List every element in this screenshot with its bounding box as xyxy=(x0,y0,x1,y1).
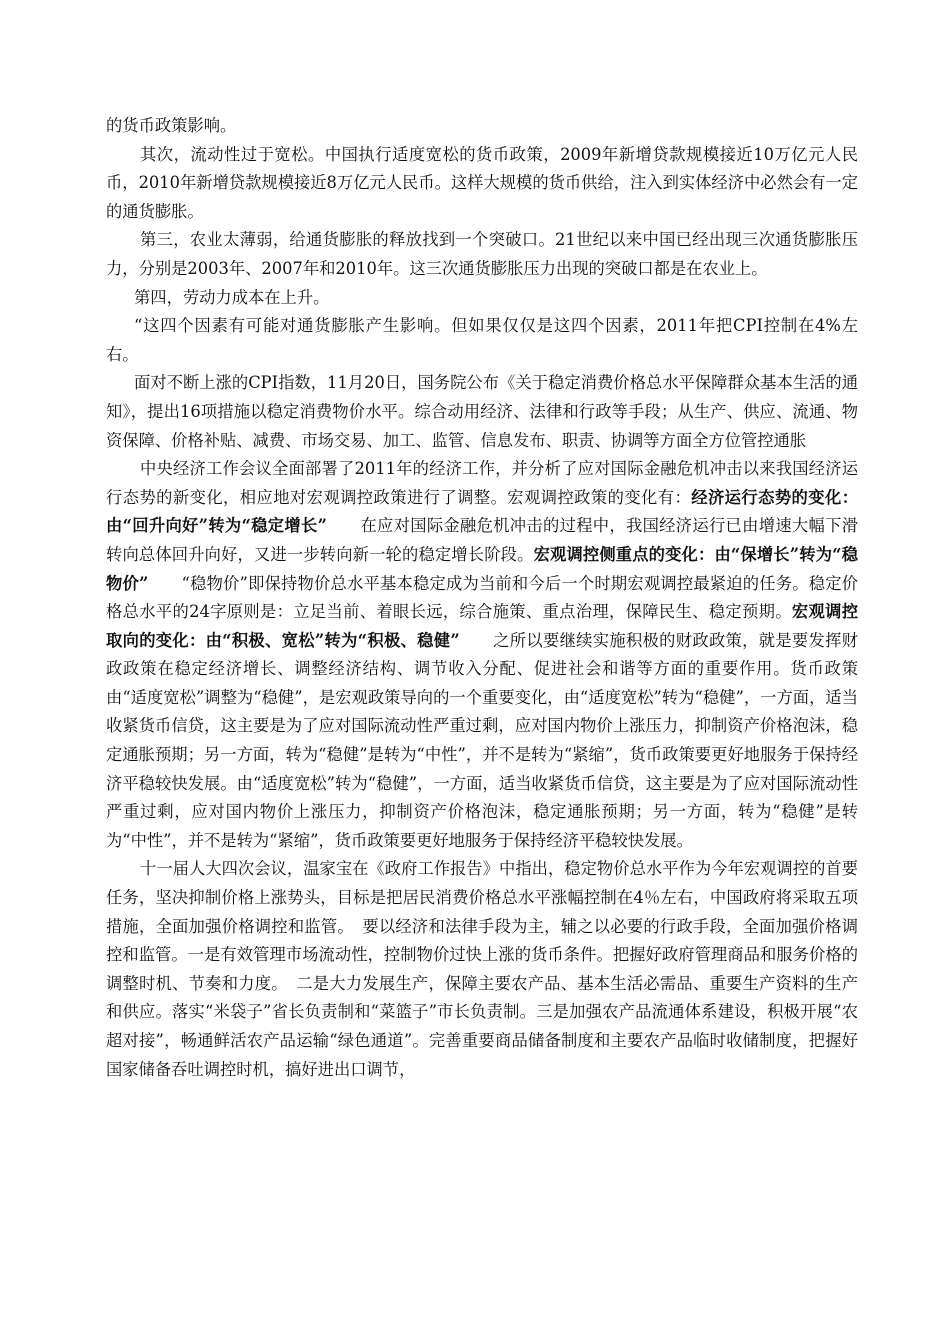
heading-regulation-focus-change: 宏观调控侧重点的变化：由“保增长”转为“稳物价” xyxy=(106,544,858,593)
conference-text-1: 中央经济工作会议全面部署了2011年的经济工作，并分析了应对国际金融危机冲击以来我国经济运行态势的新变化，相应地对宏观调控政策进行了调整。宏观调控政策的变化有： xyxy=(106,459,858,507)
paragraph-economic-work-conference xyxy=(106,455,858,855)
paragraph-government-work-report: 十一届人大四次会议，温家宝在《政府工作报告》中指出，稳定物价总水平作为今年宏观调控的首要任务，坚决抑制价格上涨势头，目标是把居民消费价格总水平涨幅控制在4％左右，中国政府将采取五项措施，全面加强价格调控和监管。 要以经济和法律手段为主，辅之以必要的行政手段，全面加强价格调控和监管。一是有效管理市场流动性，控制物价过快上涨的货币条件。把握好政府管理商品和服务价格的调整时机、节奏和力度。 二是大力发展生产，保障主要农产品、基本生活必需品、重要生产资料的生产和供应。落实“米袋子”省长负责制和“菜篮子”市长负责制。三是加强农产品流通体系建设，积极开展“农超对接”，畅通鲜活农产品运输“绿色通道”。完善重要商品储备制度和主要农产品临时收储制度，把握好国家储备吞吐调控时机，搞好进出口调节， xyxy=(106,859,858,1079)
paragraph-labor-cost: 第四，劳动力成本在上升。 xyxy=(134,287,330,307)
conference-text-2: 在应对国际金融危机冲击的过程中，我国经济运行已由增速大幅下滑转向总体回升向好，又进一步转向新一轮的稳定增长阶段。 xyxy=(106,516,858,564)
heading-economic-trend-change: 经济运行态势的变化：由“回升向好”转为“稳定增长” xyxy=(106,487,858,536)
conference-text-3: “稳物价”即保持物价总水平基本稳定成为当前和今后一个时期宏观调控最紧迫的任务。稳定价格总水平的24字原则是：立足当前、着眼长远，综合施策、重点治理，保障民生、稳定预期。 xyxy=(106,573,859,622)
paragraph-continuation: 的货币政策影响。 xyxy=(106,116,237,135)
heading-regulation-orientation-change: 宏观调控取向的变化：由“积极、宽松”转为“积极、稳健” xyxy=(106,602,858,650)
conference-text-4: 之所以要继续实施积极的财政政策，就是要发挥财政政策在稳定经济增长、调整经济结构、调节收入分配、促进社会和谐等方面的重要作用。货币政策由“适度宽松”调整为“稳健”，是宏观政策导向的一个重要变化，由“适度宽松”转为“稳健”，一方面，适当收紧货币信贷，这主要是为了应对国际流动性严重过剩，应对国内物价上涨压力，抑制资产价格泡沫，稳定通胀预期；另一方面，转为“稳健”是转为“中性”，并不是转为“紧缩”，货币政策要更好地服务于保持经济平稳较快发展。由“适度宽松”转为“稳健”，一方面，适当收紧货币信贷，这主要是为了应对国际流动性严重过剩，应对国内物价上涨压力，抑制资产价格泡沫，稳定通胀预期；另一方面，转为“稳健”是转为“中性”，并不是转为“紧缩”，货币政策要更好地服务于保持经济平稳较快发展。 xyxy=(106,630,858,850)
document-page xyxy=(106,112,858,1084)
paragraph-state-council-notice: 面对不断上涨的CPI指数，11月20日，国务院公布《关于稳定消费价格总水平保障群众基本生活的通知》，提出16项措施以稳定消费物价水平。综合动用经济、法律和行政等手段；从生产、供应、流通、物资保障、价格补贴、减费、市场交易、加工、监管、信息发布、职责、协调等方面全方位管控通胀 xyxy=(106,373,858,450)
paragraph-liquidity: 其次，流动性过于宽松。中国执行适度宽松的货币政策，2009年新增贷款规模接近10万亿元人民币，2010年新增贷款规模接近8万亿元人民币。这样大规模的货币供给，注入到实体经济中必然会有一定的通货膨胀。 xyxy=(106,144,858,221)
paragraph-agriculture: 第三，农业太薄弱，给通货膨胀的释放找到一个突破口。21世纪以来中国已经出现三次通货膨胀压力，分别是2003年、2007年和2010年。这三次通货膨胀压力出现的突破口都是在农业上。 xyxy=(106,230,858,278)
paragraph-cpi-target: “这四个因素有可能对通货膨胀产生影响。但如果仅仅是这四个因素，2011年把CPI控制在4%左右。 xyxy=(106,316,858,364)
